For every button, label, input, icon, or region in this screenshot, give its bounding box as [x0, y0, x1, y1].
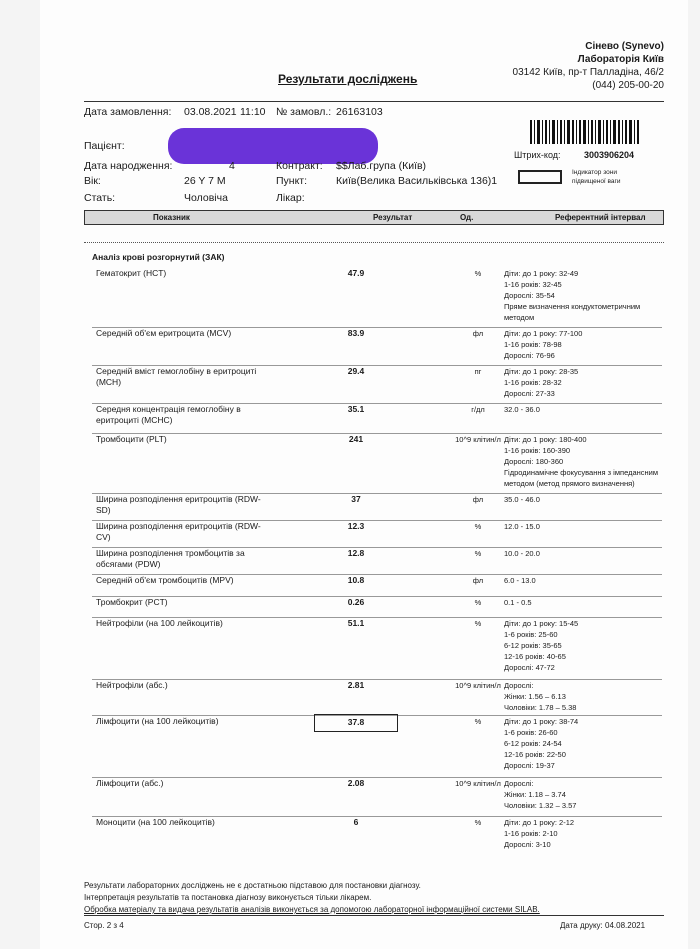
row-unit: % — [474, 717, 482, 726]
col-ref-header: Референтний інтервал — [555, 213, 646, 222]
reference-line: 1-16 років: 32-45 — [504, 280, 562, 289]
row-reference — [504, 548, 664, 559]
lab-address: 03142 Київ, пр-т Палладіна, 46/2 — [512, 67, 664, 78]
row-name: Гематокрит (HCT) — [96, 268, 167, 278]
row-reference — [504, 716, 664, 771]
row-reference — [504, 268, 664, 323]
row-unit: фл — [472, 329, 484, 338]
lab-office: Лабораторія Київ — [577, 54, 664, 65]
row-name: Середній об'єм еритроцита (MCV) — [96, 328, 232, 338]
row-unit: % — [474, 522, 482, 531]
barcode-graphic — [530, 120, 640, 144]
row-result: 37 — [351, 494, 361, 504]
reference-line: 32.0 - 36.0 — [504, 405, 540, 414]
page-title: Результати досліджень — [278, 72, 418, 86]
contract-label: Контракт: — [276, 160, 323, 172]
row-unit: пг — [474, 367, 482, 376]
dotted-divider — [84, 242, 664, 243]
reference-line: Діти: до 1 року: 28-35 — [504, 367, 579, 376]
row-reference — [504, 817, 664, 850]
table-row — [92, 618, 662, 680]
row-result: 12.3 — [347, 521, 365, 531]
table-row — [92, 404, 662, 434]
reference-line: Дорослі: 27-33 — [504, 389, 555, 398]
row-name: Нейтрофіли (на 100 лейкоцитів) — [96, 618, 223, 628]
reference-line: 35.0 - 46.0 — [504, 495, 540, 504]
reference-line: 12-16 років: 40-65 — [504, 652, 566, 661]
reference-line: Дорослі: 76-96 — [504, 351, 555, 360]
age-label: Вік: — [84, 175, 101, 187]
row-reference — [504, 328, 664, 361]
reference-line: Дорослі: 47-72 — [504, 663, 555, 672]
reference-line: 12-16 років: 22-50 — [504, 750, 566, 759]
col-name-header: Показник — [153, 213, 190, 222]
table-row — [92, 778, 662, 817]
row-unit: г/дл — [471, 405, 485, 414]
reference-line: Жінки: 1.56 – 6.13 — [504, 692, 566, 701]
patient-label: Пацієнт: — [84, 140, 125, 152]
reference-line: Чоловіки: 1.32 – 3.57 — [504, 801, 577, 810]
row-unit: 10^9 клітин/л — [455, 681, 501, 690]
table-row — [92, 597, 662, 618]
table-row — [92, 366, 662, 404]
reference-line: 6-12 років: 24-54 — [504, 739, 562, 748]
row-name: Лімфоцити (абс.) — [96, 778, 164, 788]
reference-line: Жінки: 1.18 – 3.74 — [504, 790, 566, 799]
row-reference — [504, 575, 664, 586]
reference-line: Діти: до 1 року: 15-45 — [504, 619, 579, 628]
table-row — [92, 817, 662, 857]
redaction-mark — [168, 128, 378, 164]
col-result-header: Результат — [373, 213, 413, 222]
table-row — [92, 494, 662, 521]
age-value: 26 Y 7 M — [184, 175, 226, 187]
sex-label: Стать: — [84, 192, 116, 204]
point-value: Київ(Велика Васильківська 136)1 — [336, 175, 498, 187]
section-title: Аналіз крові розгорнутий (ЗАК) — [92, 252, 225, 262]
row-result: 12.8 — [347, 548, 365, 558]
reference-line: Діти: до 1 року: 2-12 — [504, 818, 575, 827]
row-reference — [504, 618, 664, 673]
row-unit: фл — [472, 495, 484, 504]
row-result: 2.08 — [347, 778, 365, 788]
reference-line: Діти: до 1 року: 77-100 — [504, 329, 583, 338]
row-reference — [504, 404, 664, 415]
reference-line: Діти: до 1 року: 180-400 — [504, 435, 587, 444]
row-name: Тромбоцити (PLT) — [96, 434, 167, 444]
reference-line: 1-16 років: 28-32 — [504, 378, 562, 387]
print-date: Дата друку: 04.08.2021 — [560, 921, 646, 930]
table-row — [92, 716, 662, 778]
row-reference — [504, 778, 664, 811]
table-row — [92, 548, 662, 575]
dob-value: 4 — [229, 160, 235, 172]
weight-indicator-label: Індикатор зони підвищеної ваги — [572, 169, 621, 185]
order-num-value: 26163103 — [336, 106, 383, 118]
reference-line: 0.1 - 0.5 — [504, 598, 532, 607]
row-name: Тромбокрит (PCT) — [96, 597, 168, 607]
row-result: 241 — [348, 434, 364, 444]
row-result: 0.26 — [347, 597, 365, 607]
lab-name: Сінево (Synevo) — [585, 41, 664, 52]
reference-line: 1-6 років: 25-60 — [504, 630, 558, 639]
table-row — [92, 328, 662, 366]
reference-line: Дорослі: 3-10 — [504, 840, 551, 849]
col-unit-header: Од. — [460, 213, 474, 222]
row-reference — [504, 597, 664, 608]
row-name: Середній об'єм тромбоцитів (MPV) — [96, 575, 234, 585]
footer-note-2: Інтерпретація результатів та постановка діагнозу виконується тільки лікарем. — [84, 893, 372, 902]
row-name: Середня концентрація гемоглобіну в еритроциті (MCHC) — [96, 404, 241, 425]
reference-line: Дорослі: 180-360 — [504, 457, 564, 466]
reference-line: 1-16 років: 160-390 — [504, 446, 571, 455]
reference-line: Діти: до 1 року: 38-74 — [504, 717, 579, 726]
reference-line: 1-16 років: 78-98 — [504, 340, 562, 349]
reference-line: Дорослі: — [504, 779, 534, 788]
document-page — [40, 0, 688, 949]
results-table-header — [84, 210, 664, 225]
divider — [84, 101, 664, 102]
table-row — [92, 268, 662, 328]
row-result: 47.9 — [347, 268, 365, 278]
footer-note-3: Обробка матеріалу та видача результатів аналізів виконується за допомогою лабораторної інформаційної системи SILAB. — [84, 905, 540, 914]
row-unit: % — [474, 598, 482, 607]
order-num-label: № замовл.: — [276, 106, 332, 118]
reference-line: Чоловіки: 1.78 – 5.38 — [504, 703, 577, 712]
reference-line: 1-6 років: 26-60 — [504, 728, 558, 737]
row-unit: 10^9 клітин/л — [455, 779, 501, 788]
reference-line: 10.0 - 20.0 — [504, 549, 540, 558]
reference-line: Дорослі: — [504, 681, 534, 690]
row-reference — [504, 434, 664, 489]
row-result: 10.8 — [347, 575, 365, 585]
order-date-value: 03.08.2021 — [184, 106, 237, 118]
reference-line: Пряме визначення кондуктометричним методом — [504, 302, 641, 322]
reference-line: Дорослі: 19-37 — [504, 761, 555, 770]
row-name: Ширина розподілення тромбоцитів за обсягами (PDW) — [96, 548, 245, 569]
reference-line: Гідродинамічне фокусування з імпедансним методом (метод прямого визначення) — [504, 468, 658, 488]
row-name: Ширина розподілення еритроцитів (RDW-SD) — [96, 494, 261, 515]
sex-value: Чоловіча — [184, 192, 228, 204]
footer-note-1: Результати лабораторних досліджень не є достатньою підставою для постановки діагнозу. — [84, 881, 421, 890]
dob-label: Дата народження: — [84, 160, 173, 172]
barcode-label: Штрих-код: — [514, 150, 561, 160]
reference-line: 6.0 - 13.0 — [504, 576, 536, 585]
table-row — [92, 680, 662, 716]
order-date-label: Дата замовлення: — [84, 106, 172, 118]
row-name: Середній вміст гемоглобіну в еритроциті (MCH) — [96, 366, 257, 387]
row-name: Ширина розподілення еритроцитів (RDW-CV) — [96, 521, 261, 542]
row-result: 2.81 — [347, 680, 365, 690]
row-reference — [504, 680, 664, 713]
table-row — [92, 521, 662, 548]
reference-line: 12.0 - 15.0 — [504, 522, 540, 531]
lab-phone: (044) 205-00-20 — [592, 80, 664, 91]
reference-line: 1-16 років: 2-10 — [504, 829, 558, 838]
footer-divider — [84, 915, 664, 916]
reference-line: Дорослі: 35-54 — [504, 291, 555, 300]
table-row — [92, 575, 662, 597]
row-unit: % — [474, 619, 482, 628]
reference-line: Діти: до 1 року: 32-49 — [504, 269, 579, 278]
reference-line: 6-12 років: 35-65 — [504, 641, 562, 650]
lab-info — [513, 40, 664, 92]
row-reference — [504, 521, 664, 532]
point-label: Пункт: — [276, 175, 308, 187]
row-reference — [504, 494, 664, 505]
row-name: Лімфоцити (на 100 лейкоцитів) — [96, 716, 219, 726]
table-row — [92, 434, 662, 494]
doctor-label: Лікар: — [276, 192, 305, 204]
row-result: 83.9 — [347, 328, 365, 338]
weight-indicator-box — [518, 170, 562, 184]
page-number: Стор. 2 з 4 — [84, 921, 124, 930]
row-unit: % — [474, 818, 482, 827]
row-unit: фл — [472, 576, 484, 585]
row-unit: % — [474, 269, 482, 278]
footer-notes — [84, 880, 540, 916]
row-result: 29.4 — [347, 366, 365, 376]
row-result: 37.8 — [314, 714, 398, 732]
row-unit: % — [474, 549, 482, 558]
row-unit: 10^9 клітин/л — [455, 435, 501, 444]
row-name: Нейтрофіли (абс.) — [96, 680, 168, 690]
row-result: 6 — [353, 817, 359, 827]
row-result: 35.1 — [347, 404, 365, 414]
row-name: Моноцити (на 100 лейкоцитів) — [96, 817, 215, 827]
order-time-value: 11:10 — [240, 106, 266, 118]
row-reference — [504, 366, 664, 399]
barcode-value: 3003906204 — [584, 150, 635, 160]
contract-value: $$Лаб.група (Київ) — [336, 160, 427, 172]
row-result: 51.1 — [347, 618, 365, 628]
